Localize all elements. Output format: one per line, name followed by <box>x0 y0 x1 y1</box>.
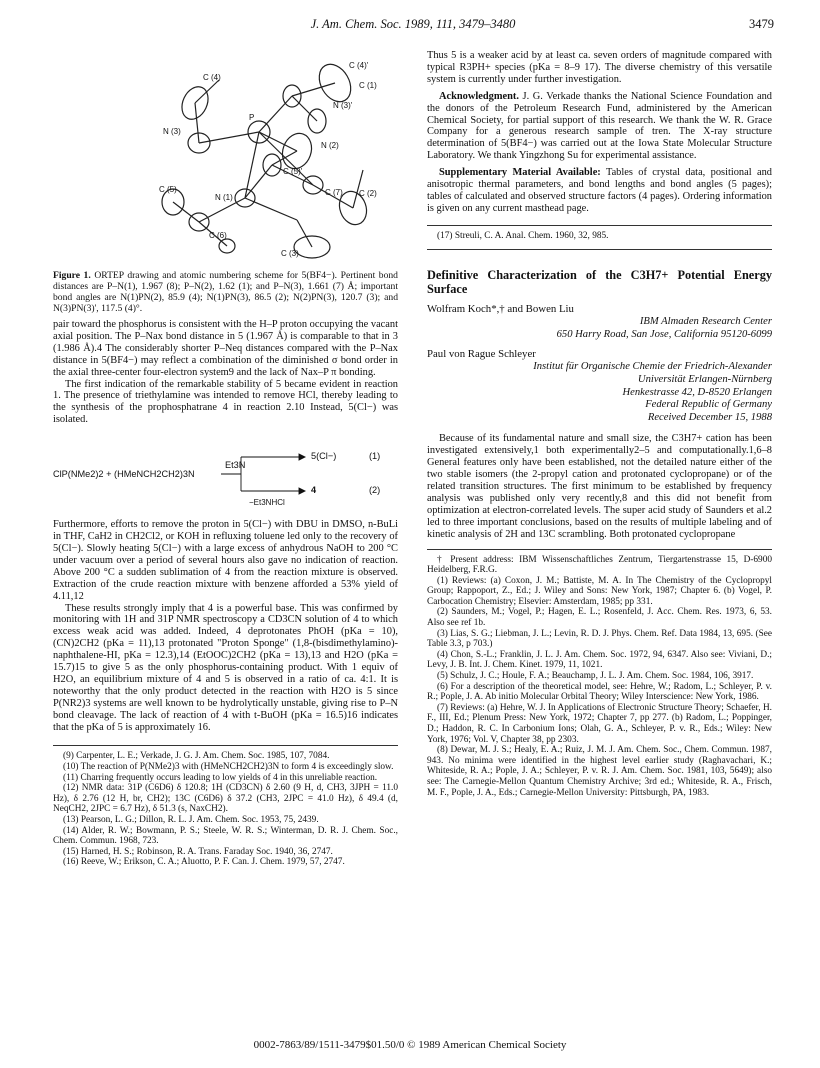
footnote: (8) Dewar, M. J. S.; Healy, E. A.; Ruiz, J. M. J. Am. Chem. Soc., Chem. Commun. 1987, 943. No minima were identified in the highest level earlier study (Raghavachari, K.; Whiteside, R. A.; Pople, J. A.; Schleyer, P. v. R. J. Am. Chem. Soc. 1981, 103, 5649); also see: The Carnegie-Mellon Quantum Chemistry Archive; 3rd ed.; Whiteside, R. A., Frisch, M. F., Pople, J. A., Eds.; Carnegie-Mellon University: Pittsburgh, PA, 1983. <box>427 745 772 798</box>
atom-label: C (7) <box>325 188 343 197</box>
affiliation-line: 650 Harry Road, San Jose, California 95120-6099 <box>556 328 772 340</box>
left-paragraph-2: The first indication of the remarkable stability of 5 became evident in reaction 1. The presence of triethylamine was intended to remove HCl, thereby leading to the synthesis of the prophosphatrane 4 in reaction 2.10 Instead, 5(Cl−) was isolated. <box>53 378 398 426</box>
atom-label: P <box>249 113 255 122</box>
left-paragraph-3: Furthermore, efforts to remove the proton in 5(Cl−) with DBU in DMSO, n-BuLi in THF, CaH2 in CH2Cl2, or KOH in refluxing toluene led only to the recovery of 5(Cl−). Slowly heating 5(Cl−) with a large excess of anhydrous NaOH to 200 °C under vacuum over a period of several hours also gave no indication of reaction. Above 200 °C a sudden sublimation of 4 from the reaction mixture is observed. Extraction of the crude reaction mixture with benzene afforded a 53% yield of 4.11,12 <box>53 519 398 602</box>
reagent-above: Et3N <box>225 460 246 471</box>
reference-17 <box>427 231 772 242</box>
reactants: ClP(NMe2)2 + (HMeNCH2CH2)3N <box>53 469 195 480</box>
atom-label: C (1) <box>359 81 377 90</box>
footnote: (12) NMR data: 31P (C6D6) δ 120.8; 1H (CD3CN) δ 2.60 (9 H, d, CH3, 3JPH = 11.0 Hz), δ 2.76 (12 H, br, CH2); 13C (C6D6) δ 37.2 (CH3, 2JPC = 41.0 Hz), δ 49.4 (d, NeqCH2, 2JPC = 6.7 Hz), δ 51.3 (s, NaxCH2). <box>53 783 398 815</box>
footnote-rule <box>427 549 772 550</box>
acknowledgment-text: J. G. Verkade thanks the National Science Foundation and the donors of the Petroleum Research Fund, administered by the American Chemical Society, for partial support of this research. We thank the W. R. Grace Company for a generous research sample of tren. The X-ray structure determination of 5(BF4−) was carried out at the Iowa State Molecular Structure Laboratory. We thank Yingzhong Su for experimental assistance. <box>427 90 772 162</box>
ortep-figure <box>53 50 398 266</box>
left-footnotes <box>53 751 398 868</box>
received-date: Received December 15, 1988 <box>647 411 772 423</box>
left-paragraph-1: pair toward the phosphorus is consistent with the H–P proton occupying the vacant axial position. The P–Nax bond distance in 5 (1.967 Å) is comparable to that in 3 (1.986 Å).4 The considerably shorter P–Neq distances compared with the P–Nax distance in 5(BF4−) may reflect a combination of the diminished σ bond order in the axial three-center four-electron system9 and the lack of Nax–P π bonding. <box>53 319 398 378</box>
atom-label: N (3) <box>163 127 181 136</box>
bond-line <box>292 83 335 96</box>
journal-citation: J. Am. Chem. Soc. 1989, 111, 3479–3480 <box>310 17 516 31</box>
supplementary-text: Tables of crystal data, positional and anisotropic thermal parameters, and bond lengths and bond angles (5 pages); tables of calculated and observed structure factors (4 pages). Ordering information is given on any current masthead page. <box>427 167 772 214</box>
article-rule <box>427 249 772 250</box>
footnote: (15) Harned, H. S.; Robinson, R. A. Trans. Faraday Soc. 1940, 36, 2747. <box>63 846 333 857</box>
article-title: Definitive Characterization of the C3H7+ Potential Energy Surface <box>427 268 772 297</box>
atom-label: N (1) <box>215 193 233 202</box>
footnote-rule <box>53 745 398 746</box>
footnote: (11) Charring frequently occurs leading to low yields of 4 in this unreliable reaction. <box>63 772 378 783</box>
supplementary-label: Supplementary Material Available: <box>439 167 601 179</box>
bond-line <box>245 198 297 220</box>
affiliation-line: Institut für Organische Chemie der Friedrich-Alexander <box>533 361 772 373</box>
affiliation-line: IBM Almaden Research Center <box>639 316 772 328</box>
atom-label: N (3)' <box>333 101 353 110</box>
page-number: 3479 <box>749 17 774 31</box>
supplementary-material <box>427 167 772 215</box>
bond-line <box>245 132 259 198</box>
acknowledgment <box>427 91 772 162</box>
right-footnotes <box>427 555 772 799</box>
footnote: (9) Carpenter, L. E.; Verkade, J. G. J. Am. Chem. Soc. 1985, 107, 7084. <box>63 751 330 762</box>
authors-2: Paul von Rague Schleyer <box>427 348 536 361</box>
footnote: (2) Saunders, M.; Vogel, P.; Hagen, E. L.; Rosenfeld, J. Acc. Chem. Res. 1973, 6, 53. Also see ref 1b. <box>427 607 772 629</box>
atom-label: C (4) <box>203 73 221 82</box>
affiliation-line: Universität Erlangen-Nürnberg <box>637 373 772 385</box>
bond-line <box>297 220 312 247</box>
acknowledgment-label: Acknowledgment. <box>439 90 519 102</box>
right-column <box>427 50 772 798</box>
equation-label-1: (1) <box>369 451 381 462</box>
atom-label: C (3) <box>281 249 299 258</box>
bond-line <box>292 96 317 121</box>
footnote: (10) The reaction of P(NMe2)3 with (HMeNCH2CH2)3N to form 4 is exceedingly slow. <box>63 762 394 773</box>
footnote: (6) For a description of the theoretical model, see: Hehre, W.; Radom, L.; Schleyer, P. v. R.; Pople, J. A. Ab initio Molecular Orbital Theory; Wiley Interscience: New York, 1986. <box>427 681 772 703</box>
arrowhead-2 <box>299 488 305 494</box>
footnote: (1) Reviews: (a) Coxon, J. M.; Battiste, M. A. In The Chemistry of the Cyclopropyl Group; Rappoport, Z., Ed.; J. Wiley and Sons: New York, 1987; Chapter 6. (b) Vogel, P. Carbocation Chemistry; Elsevier: Amsterdam, 1985; pp 331. <box>427 575 772 607</box>
footnote: (3) Lias, S. G.; Liebman, J. L.; Levin, R. D. J. Phys. Chem. Ref. Data 1984, 13, 695. (See Table 3.3, p 703.) <box>427 628 772 650</box>
figure-caption-label: Figure 1. <box>53 270 91 281</box>
reference-rule <box>427 225 772 226</box>
running-header <box>52 17 774 33</box>
footnote: (17) Streuli, C. A. Anal. Chem. 1960, 32, 985. <box>437 230 609 241</box>
atom-label: C (6) <box>209 231 227 240</box>
atom-label: C (2) <box>359 189 377 198</box>
footnote: (4) Chon, S.-L.; Franklin, J. L. J. Am. Chem. Soc. 1972, 94, 6347. Also see: Viviani, D.; Levy, J. B. Int. J. Chem. Kinet. 1979, 11, 1021. <box>427 649 772 671</box>
figure-caption <box>53 270 398 314</box>
atom-label: C (4)' <box>349 61 369 70</box>
authors-1: Wolfram Koch*,† and Bowen Liu <box>427 303 574 316</box>
bond-line <box>195 103 199 143</box>
affiliation-1 <box>427 316 772 341</box>
footnote: (14) Alder, R. W.; Bowmann, P. S.; Steele, W. R. S.; Winterman, D. R. J. Chem. Soc., Chem. Commun. 1968, 723. <box>53 825 398 847</box>
left-column <box>53 50 398 868</box>
atom-label: C (5) <box>159 185 177 194</box>
right-paragraph-1: Thus 5 is a weaker acid by at least ca. seven orders of magnitude compared with typical R3PH+ species (pKa = 8–9 17). The diverse chemistry of this versatile system is currently under further investigation. <box>427 50 772 85</box>
atom-label: C (5)' <box>283 167 303 176</box>
footnote: (7) Reviews: (a) Hehre, W. J. In Applications of Electronic Structure Theory; Schaefer, H. F., III, Ed.; Plenum Press: New York, 1972; Chapter 7, pp 277. (b) Radom, L.; Poppinger, D.; Haddon, R. C. In Carbonium Ions; Olah, G. A., Schleyer, P. v. R., Eds.; Wiley: New York, 1976; Vol. V, Chapter 38, pp 2303. <box>427 702 772 745</box>
page-footer: 0002-7863/89/1511-3479$01.50/0 © 1989 American Chemical Society <box>253 1039 567 1051</box>
ortep-drawing <box>137 50 377 266</box>
affiliation-line: Henkestrasse 42, D-8520 Erlangen <box>622 386 772 398</box>
footnote: † Present address: IBM Wissenschaftliches Zentrum, Tiergartenstrasse 15, D-6900 Heidelberg, F.R.G. <box>427 554 772 576</box>
affiliation-2 <box>427 361 772 424</box>
footnote: (5) Schulz, J. C.; Houle, F. A.; Beauchamp, J. L. J. Am. Chem. Soc. 1984, 106, 3917. <box>437 671 754 682</box>
atom-label: N (2) <box>321 141 339 150</box>
footnote: (16) Reeve, W.; Erikson, C. A.; Aluotto, P. F. Can. J. Chem. 1979, 57, 2747. <box>63 857 345 868</box>
article-body: Because of its fundamental nature and small size, the C3H7+ cation has been investigated extensively,1 both experimentally2–5 and computationally.1,6–8 General features only have been established, not the detailed nature either of the two stable isomers (the 2-propyl cation and protonated cyclopropane) or of the related transition structures. The first minimum to be established by frequency analysis was published only very recently,8 and this did not benefit from optimization at electron-correlated levels. The super acid study of Saunders et al.2 led to three important conclusions, based on the results of multiple labeling and of kinetic analysis of 2H and 13C scrambling. Both protonated cyclopropane <box>427 433 772 540</box>
bond-line <box>259 96 292 132</box>
figure-caption-text: ORTEP drawing and atomic numbering scheme for 5(BF4−). Pertinent bond distances are P–N(1), 1.967 (8); P–N(2), 1.62 (1); and P–N(3), 1.661 (7) Å; important bond angles are N(1)PN(2), 85.9 (4); N(1)PN(3), 86.5 (2); N(2)PN(3), 120.7 (3); and N(3)PN(3)', 117.5 (4)°. <box>53 270 398 314</box>
arrowhead-1 <box>299 454 305 460</box>
equation-label-2: (2) <box>369 485 381 496</box>
reagent-below: −Et3NHCl <box>249 498 285 508</box>
reaction-scheme <box>53 429 398 515</box>
left-paragraph-4: These results strongly imply that 4 is a powerful base. This was confirmed by monitoring with 1H and 31P NMR spectroscopy a CD3CN solution of 4 to which excess weak acid was added. Indeed, 4 deprotonates PhOH (pKa = 10), (CN)2CH2 (pKa = 11),13 protonated "Proton Sponge" (1,8-(bisdimethylamino)-naphthalene-HI, pKa = 12.3),14 (EtOOC)2CH2 (pKa = 13),13 and H2O (pKa = 15.7)15 to give 5 as the only phosphorus-containing product. With 1 equiv of H2O, an equilibrium mixture of 4 and 5 is observed in a ratio of ca. 4:1. It is noteworthy that the only product detected in the reaction with H2O is 5 since P(NR2)3 systems are well known to be hydrolytically unstable, giving rise to P–N bond cleavage. The lack of reaction of 4 with t-BuOH (pKa = 16.5)16 indicates that the pKa of 5 is approximately 16. <box>53 602 398 733</box>
bond-line <box>173 202 199 222</box>
product-1: 5(Cl−) <box>311 451 337 462</box>
footnote: (13) Pearson, L. G.; Dillon, R. L. J. Am. Chem. Soc. 1953, 75, 2439. <box>63 815 319 826</box>
affiliation-line: Federal Republic of Germany <box>645 399 772 411</box>
product-2: 4 <box>311 485 317 496</box>
